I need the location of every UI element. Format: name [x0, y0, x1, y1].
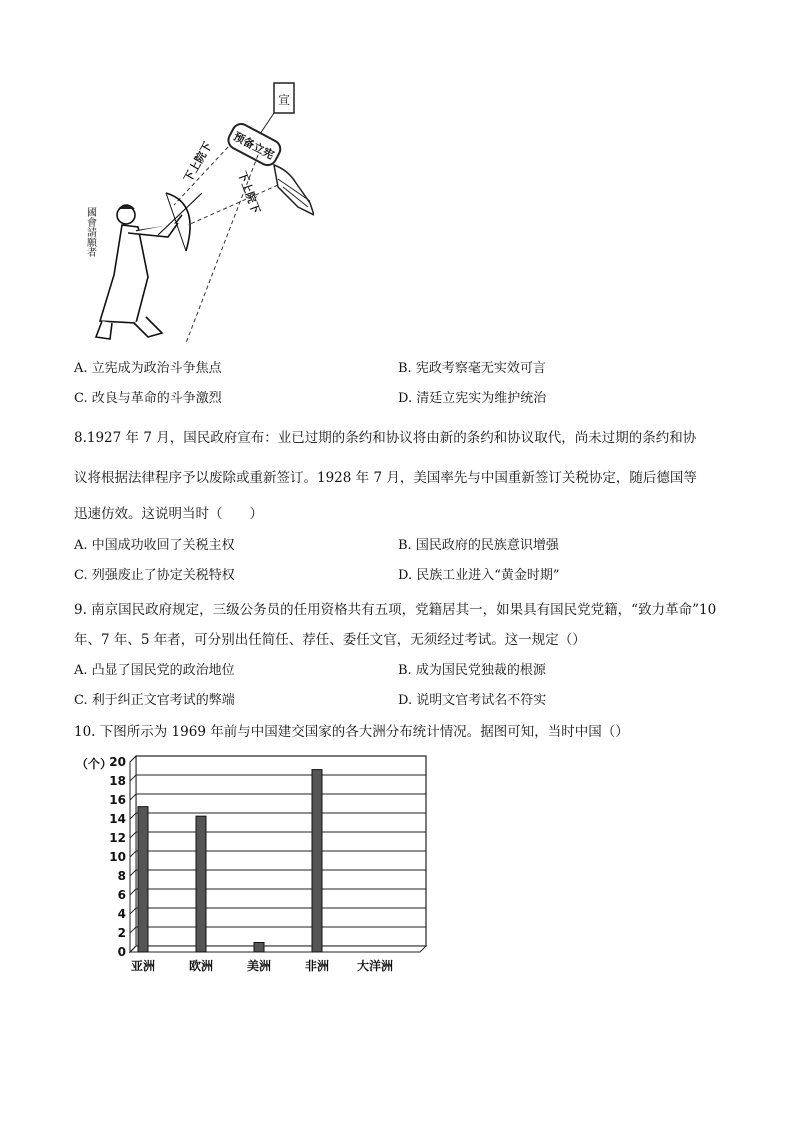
bar — [254, 943, 264, 953]
q10-stem: 10. 下图所示为 1969 年前与中国建交国家的各大洲分布统计情况。据图可知，当时中国（） — [74, 724, 629, 740]
y-tick-label: 10 — [109, 850, 126, 864]
q8-option-b[interactable]: B. 国民政府的民族意识增强 — [398, 538, 559, 553]
q9-option-a[interactable]: A. 凸显了国民党的政治地位 — [74, 663, 235, 678]
x-tick-label: 欧洲 — [188, 959, 214, 973]
q9-option-b[interactable]: B. 成为国民党独裁的根源 — [398, 663, 546, 678]
x-tick-label: 大洋洲 — [356, 959, 394, 973]
q9-option-d[interactable]: D. 说明文官考试名不符实 — [398, 693, 547, 708]
y-axis-label: （个） — [76, 757, 113, 771]
plot-floor — [130, 946, 426, 952]
x-tick-label: 非洲 — [304, 959, 330, 973]
q7-option-c[interactable]: C. 改良与革命的斗争激烈 — [74, 391, 222, 406]
shaft-label: 下上院下 — [235, 169, 263, 216]
svg-text:國會請願者: 國會請願者 — [84, 207, 96, 257]
q8-stem-line1: 8.1927 年 7 月，国民政府宣布：业已过期的条约和协议将由新的条约和协议取代，尚未过期的条约和协 — [74, 430, 697, 446]
q8-stem-line2: 议将根据法律程序予以废除或重新签订。1928 年 7 月，美国率先与中国重新签订关税协定，随后德国等 — [74, 470, 697, 486]
q9-option-c[interactable]: C. 利于纠正文官考试的弊端 — [74, 693, 235, 708]
q9-stem-line2: 年、7 年、5 年者，可分别出任简任、荐任、委任文官，无须经过考试。这一规定（） — [74, 632, 586, 648]
q9-stem-line1: 9. 南京国民政府规定，三级公务员的任用资格共有五项，党籍居其一，如果具有国民党党籍，“致力革命”10 — [74, 602, 717, 618]
bar — [196, 816, 206, 952]
y-tick-label: 18 — [109, 774, 126, 788]
bar — [138, 807, 148, 952]
x-tick-label: 美洲 — [246, 959, 272, 973]
y-tick-label: 0 — [117, 945, 126, 959]
y-tick-label: 4 — [117, 907, 126, 921]
y-tick-label: 8 — [117, 869, 126, 883]
bar-chart — [70, 752, 440, 982]
y-tick-label: 12 — [109, 831, 126, 845]
q7-option-a[interactable]: A. 立宪成为政治斗争焦点 — [74, 361, 222, 376]
bar — [312, 770, 322, 952]
x-tick-label: 亚洲 — [130, 959, 156, 973]
figure-caption — [85, 207, 97, 258]
q8-stem-line3: 迅速仿效。这说明当时（ ） — [74, 506, 263, 522]
q8-option-a[interactable]: A. 中国成功收回了关税主权 — [74, 538, 235, 553]
gourd-label: 宣 — [277, 93, 291, 107]
archer-figure — [96, 193, 202, 339]
cartoon-illustration — [78, 75, 314, 347]
y-tick-label: 2 — [117, 926, 126, 940]
bottle — [225, 121, 283, 168]
q8-option-d[interactable]: D. 民族工业进入“黄金时期” — [398, 568, 560, 583]
q8-option-c[interactable]: C. 列强废止了协定关税特权 — [74, 568, 235, 583]
y-tick-label: 16 — [109, 793, 126, 807]
hanging-gourd — [258, 83, 294, 137]
q7-option-b[interactable]: B. 宪政考察毫无实效可言 — [398, 361, 546, 376]
bottle-label: 预备立宪 — [231, 129, 277, 162]
q7-option-d[interactable]: D. 清廷立宪实为维护统治 — [398, 391, 547, 406]
arrow-label: 下上院下 — [181, 139, 215, 185]
y-tick-label: 6 — [117, 888, 126, 902]
y-tick-label: 14 — [109, 812, 126, 826]
y-tick-label: 20 — [109, 755, 126, 769]
